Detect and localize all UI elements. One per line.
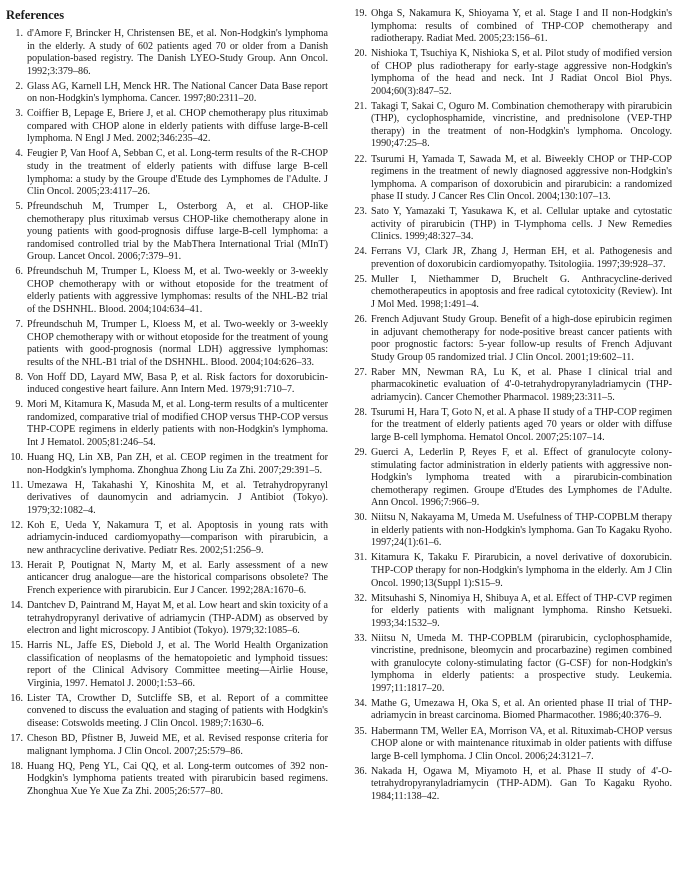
reference-number: 15. xyxy=(10,640,23,652)
reference-text: Lister TA, Crowther D, Sutcliffe SB, et al. Report of a committee convened to discuss the evaluation and staging of patients with Hodgkin's disease: Cotswolds meeting. J Clin Oncol. 1989;7:1630–6. xyxy=(27,692,328,729)
reference-item xyxy=(6,108,328,146)
reference-number: 33. xyxy=(354,632,367,644)
reference-text: Raber MN, Newman RA, Lu K, et al. Phase I clinical trial and pharmacokinetic evaluation of 4'-0-tetrahydropyranyladriamycin (THP-adriamycin). Cancer Chemother Pharmacol. 1989;23:311–5. xyxy=(371,366,672,403)
reference-text: Dantchev D, Paintrand M, Hayat M, et al. Low heart and skin toxicity of a tetrahydropyranyl derivative of adriamycin (THP-ADM) as observed by electron and light microscopy. J Antibiot (Tokyo). 1979;32:1085–6. xyxy=(27,600,328,637)
reference-item xyxy=(6,480,328,518)
reference-item xyxy=(6,28,328,78)
reference-text: Pfreundschuh M, Trumper L, Kloess M, et al. Two-weekly or 3-weekly CHOP chemotherapy with or without etoposide for the treatment of elderly patients with aggressive lymphomas: results of the NHL-B2 trial of the DSHNHL. Blood. 2004;104:634–41. xyxy=(27,266,328,315)
reference-number: 23. xyxy=(354,206,367,218)
reference-item xyxy=(350,246,672,271)
reference-number: 8. xyxy=(15,371,23,383)
reference-item xyxy=(6,81,328,106)
reference-text: Mathe G, Umezawa H, Oka S, et al. An oriented phase II trial of THP-adriamycin in breast carcinoma. Biomed Pharmacother. 1986;40:376–9. xyxy=(371,697,672,722)
reference-text: Guerci A, Lederlin P, Reyes F, et al. Effect of granulocyte colony-stimulating factor administration in elderly patients with aggressive non-Hodgkin's lymphoma treated with a pirarubicin-combination chemotherapy regimen. Groupe d'Etudes des Lymphomes de l'Adulte. Ann Oncol. 1996;7:966–9. xyxy=(371,447,672,509)
reference-number: 6. xyxy=(15,266,23,278)
reference-number: 12. xyxy=(10,519,23,531)
reference-text: Mori M, Kitamura K, Masuda M, et al. Long-term results of a multicenter randomized, comparative trial of modified CHOP versus THP-COP versus THP-COPE regimens in elderly patients with non-Hodgkin's lymphoma. Int J Hematol. 2005;81:246–54. xyxy=(27,399,328,448)
reference-number: 7. xyxy=(15,319,23,331)
reference-number: 25. xyxy=(354,273,367,285)
reference-number: 2. xyxy=(15,80,23,92)
reference-text: Ohga S, Nakamura K, Shioyama Y, et al. Stage I and II non-Hodgkin's lymphoma: results of combined of THP-COP chemotherapy and radiotherapy. Radiat Med. 2005;23:156–61. xyxy=(371,8,672,45)
reference-item xyxy=(350,48,672,98)
reference-number: 35. xyxy=(354,725,367,737)
reference-item xyxy=(350,274,672,312)
reference-number: 10. xyxy=(10,452,23,463)
reference-item xyxy=(350,407,672,445)
reference-text: Takagi T, Sakai C, Oguro M. Combination chemotherapy with pirarubicin (THP), cyclophosphamide, vincristine, and prednisolone (VEP-THP therapy) in the treatment of non-Hodgkin's lymphoma. Oncology. 1990;47:25–8. xyxy=(371,100,672,150)
reference-number: 17. xyxy=(10,732,23,744)
reference-text: Pfreundschuh M, Trumper L, Kloess M, et al. Two-weekly or 3-weekly CHOP chemotherapy with or without etoposide for the treatment of young patients with good-prognosis (normal LDH) aggressive lymphomas: results of the NHL-B1 trial of the DSHNHL. Blood. 2004;104:626–33. xyxy=(27,319,328,368)
reference-item xyxy=(6,319,328,369)
reference-number: 34. xyxy=(354,697,367,709)
reference-text: Coiffier B, Lepage E, Briere J, et al. CHOP chemotherapy plus rituximab compared with CHOP alone in elderly patients with diffuse large-B-cell lymphoma. N Engl J Med. 2002;346:235–42. xyxy=(27,108,328,145)
reference-text: Harris NL, Jaffe ES, Diebold J, et al. The World Health Organization classification of neoplasms of the hematopoietic and lymphoid tissues: report of the Clinical Advisory Committee meeting—Airlie House, Virginia, 1997. Hematol J. 2000;1:53–66. xyxy=(27,640,328,689)
reference-text: Huang HQ, Lin XB, Pan ZH, et al. CEOP regimen in the treatment for non-Hodgkin's lymphoma. Zhonghua Zhong Liu Za Zhi. 2007;29:391–5. xyxy=(27,452,328,476)
reference-item xyxy=(350,8,672,46)
reference-number: 21. xyxy=(354,100,367,112)
reference-text: Pfreundschuh M, Trumper L, Osterborg A, et al. CHOP-like chemotherapy plus rituximab versus CHOP-like chemotherapy alone in young patients with good-prognosis diffuse large-B-cell lymphoma: a randomised controlled trial by the MabThera International Trial (MInT) Group. Lancet Oncol. 2006;7:379–91. xyxy=(27,201,328,263)
reference-number: 22. xyxy=(354,153,367,165)
reference-item xyxy=(350,314,672,364)
reference-number: 16. xyxy=(10,692,23,704)
reference-text: Glass AG, Karnell LH, Menck HR. The National Cancer Data Base report on non-Hodgkin's lymphoma. Cancer. 1997;80:2311–20. xyxy=(27,80,328,105)
reference-item xyxy=(350,367,672,405)
reference-item xyxy=(6,201,328,264)
reference-item xyxy=(350,552,672,590)
reference-text: Umezawa H, Takahashi Y, Kinoshita M, et al. Tetrahydropyranyl derivatives of daunomycin and adriamycin. J Antibiot (Tokyo). 1979;32:1082–4. xyxy=(27,479,328,516)
reference-text: Huang HQ, Peng YL, Cai QQ, et al. Long-term outcomes of 392 non-Hodgkin's lymphoma patients treated with pirarubicin based regimens. Zhonghua Xue Ye Xue Za Zhi. 2005;26:577–80. xyxy=(27,760,328,797)
reference-list-right xyxy=(350,8,672,803)
reference-item xyxy=(6,452,328,477)
references-heading: References xyxy=(6,8,65,22)
right-column xyxy=(350,8,672,806)
reference-number: 32. xyxy=(354,592,367,604)
reference-text: d'Amore F, Brincker H, Christensen BE, et al. Non-Hodgkin's lymphoma in the elderly. A study of 602 patients aged 70 or older from a Danish population-based registry. The Danish LYEO-Study Group. Ann Oncol. 1992;3:379–86. xyxy=(27,28,328,77)
reference-text: Nishioka T, Tsuchiya K, Nishioka S, et al. Pilot study of modified version of CHOP plus radiotherapy for early-stage aggressive non-Hodgkin's lymphoma of the head and neck. Int J Radiat Oncol Biol Phys. 2004;60(3):847–52. xyxy=(371,48,672,97)
reference-text: Kitamura K, Takaku F. Pirarubicin, a novel derivative of doxorubicin. THP-COP therapy for non-Hodgkin's lymphoma in the elderly. Am J Clin Oncol. 1990;13(Suppl 1):S15–9. xyxy=(371,552,672,589)
reference-item xyxy=(350,447,672,510)
reference-item xyxy=(350,206,672,244)
reference-number: 28. xyxy=(354,406,367,418)
reference-item xyxy=(6,399,328,449)
reference-item xyxy=(6,148,328,198)
reference-text: Nakada H, Ogawa M, Miyamoto H, et al. Phase II study of 4'-O-tetrahydropyranyladriamycin (THP-ADM). Gan To Kagaku Ryoho. 1984;11:138–42. xyxy=(371,765,672,802)
reference-item xyxy=(6,520,328,558)
reference-number: 29. xyxy=(354,447,367,459)
reference-number: 5. xyxy=(15,201,23,213)
reference-item xyxy=(6,733,328,758)
reference-number: 9. xyxy=(15,399,23,411)
reference-item xyxy=(350,512,672,550)
reference-item xyxy=(6,761,328,799)
reference-item xyxy=(6,600,328,638)
reference-text: Feugier P, Van Hoof A, Sebban C, et al. Long-term results of the R-CHOP study in the treatment of elderly patients with diffuse large B-cell lymphoma: a study by the Groupe d'Etude des Lymphomes de l'Adulte. J Clin Oncol. 2005;23:4117–26. xyxy=(27,148,328,198)
reference-number: 3. xyxy=(15,108,23,120)
reference-item xyxy=(6,640,328,690)
reference-number: 31. xyxy=(354,552,367,564)
reference-item xyxy=(350,766,672,804)
reference-number: 14. xyxy=(10,600,23,612)
reference-text: Koh E, Ueda Y, Nakamura T, et al. Apoptosis in young rats with adriamycin-induced cardiomyopathy—comparison with pirarubicin, a new anthracycline derivative. Pediatr Res. 2002;51:256–9. xyxy=(27,519,328,556)
reference-number: 18. xyxy=(10,760,23,772)
reference-number: 24. xyxy=(354,246,367,258)
reference-text: Von Hoff DD, Layard MW, Basa P, et al. Risk factors for doxorubicin-induced congestive heart failure. Ann Intern Med. 1979;91:710–7. xyxy=(27,371,328,396)
reference-text: Niitsu N, Nakayama M, Umeda M. Usefulness of THP-COPBLM therapy in elderly patients with non-Hodgkin's lymphoma. Gan To Kagaku Ryoho. 1997;24(1):61–6. xyxy=(371,512,672,549)
reference-item xyxy=(350,633,672,696)
reference-item xyxy=(6,266,328,316)
reference-item xyxy=(6,372,328,397)
reference-item xyxy=(6,560,328,598)
reference-number: 20. xyxy=(354,48,367,60)
reference-number: 26. xyxy=(354,314,367,326)
reference-text: Tsurumi H, Yamada T, Sawada M, et al. Biweekly CHOP or THP-COP regimens in the treatment of newly diagnosed aggressive non-Hodgkin's lymphoma. A comparison of doxorubicin and pirarubicin: a randomized phase II study. J Cancer Res Clin Oncol. 2004;130:107–13. xyxy=(371,153,672,203)
reference-text: Mitsuhashi S, Ninomiya H, Shibuya A, et al. Effect of THP-CVP regimen for elderly patients with malignant lymphoma. Rinsho Ketsueki. 1993;34:1532–9. xyxy=(371,592,672,629)
reference-number: 36. xyxy=(354,765,367,777)
reference-number: 1. xyxy=(15,28,23,39)
reference-text: Habermann TM, Weller EA, Morrison VA, et al. Rituximab-CHOP versus CHOP alone or with maintenance rituximab in older patients with diffuse large B-cell lymphoma. J Clin Oncol. 2006;24:3121–7. xyxy=(371,725,672,762)
left-column xyxy=(6,8,328,806)
reference-number: 30. xyxy=(354,512,367,524)
reference-text: Ferrans VJ, Clark JR, Zhang J, Herman EH, et al. Pathogenesis and prevention of doxorubicin cardiomyopathy. Tsitologiia. 1997;39:928–37. xyxy=(371,246,672,270)
reference-text: French Adjuvant Study Group. Benefit of a high-dose epirubicin regimen in adjuvant chemotherapy for node-positive breast cancer patients with poor prognostic factors: 5-year follow-up results of French Adjuvant Study Group 05 randomized trial. J Clin Oncol. 2001;19:602–11. xyxy=(371,314,672,363)
reference-item xyxy=(350,101,672,151)
reference-item xyxy=(350,593,672,631)
reference-text: Sato Y, Yamazaki T, Yasukawa K, et al. Cellular uptake and cytostatic activity of pirarubicin (THP) in T-lymphoma cells. J New Remedies Clinics. 1999;48:327–34. xyxy=(371,206,672,243)
reference-item xyxy=(350,154,672,204)
reference-text: Cheson BD, Pfistner B, Juweid ME, et al. Revised response criteria for malignant lymphoma. J Clin Oncol. 2007;25:579–86. xyxy=(27,732,328,757)
reference-number: 11. xyxy=(10,479,23,491)
two-column-layout xyxy=(6,8,672,806)
reference-item xyxy=(350,726,672,764)
reference-item xyxy=(6,693,328,731)
reference-list-left xyxy=(6,28,328,798)
reference-item xyxy=(350,698,672,723)
reference-text: Tsurumi H, Hara T, Goto N, et al. A phase II study of a THP-COP regimen for the treatment of elderly patients aged 70 years or older with diffuse large B-cell lymphoma. Hematol Oncol. 2007;25:107–14. xyxy=(371,406,672,443)
reference-number: 27. xyxy=(354,366,367,378)
reference-number: 19. xyxy=(354,8,367,19)
reference-text: Muller I, Niethammer D, Bruchelt G. Anthracycline-derived chemotherapeutics in apoptosis and free radical cytotoxicity (Review). Int J Mol Med. 1998;1:491–4. xyxy=(371,273,672,311)
reference-number: 4. xyxy=(15,148,23,160)
reference-text: Herait P, Poutignat N, Marty M, et al. Early assessment of a new anticancer drug analogue—are the historical comparisons obsolete? The French experience with pirarubicin. Eur J Cancer. 1992;28A:1670–6. xyxy=(27,559,328,596)
reference-text: Niitsu N, Umeda M. THP-COPBLM (pirarubicin, cyclophosphamide, vincristine, prednisone, bleomycin and procarbazine) regimen combined with granulocyte colony-stimulating factor (G-CSF) for non-Hodgkin's lymphoma in elderly patients: a prospective study. Leukemia. 1997;11:1817–20. xyxy=(371,632,672,694)
reference-number: 13. xyxy=(10,559,23,571)
